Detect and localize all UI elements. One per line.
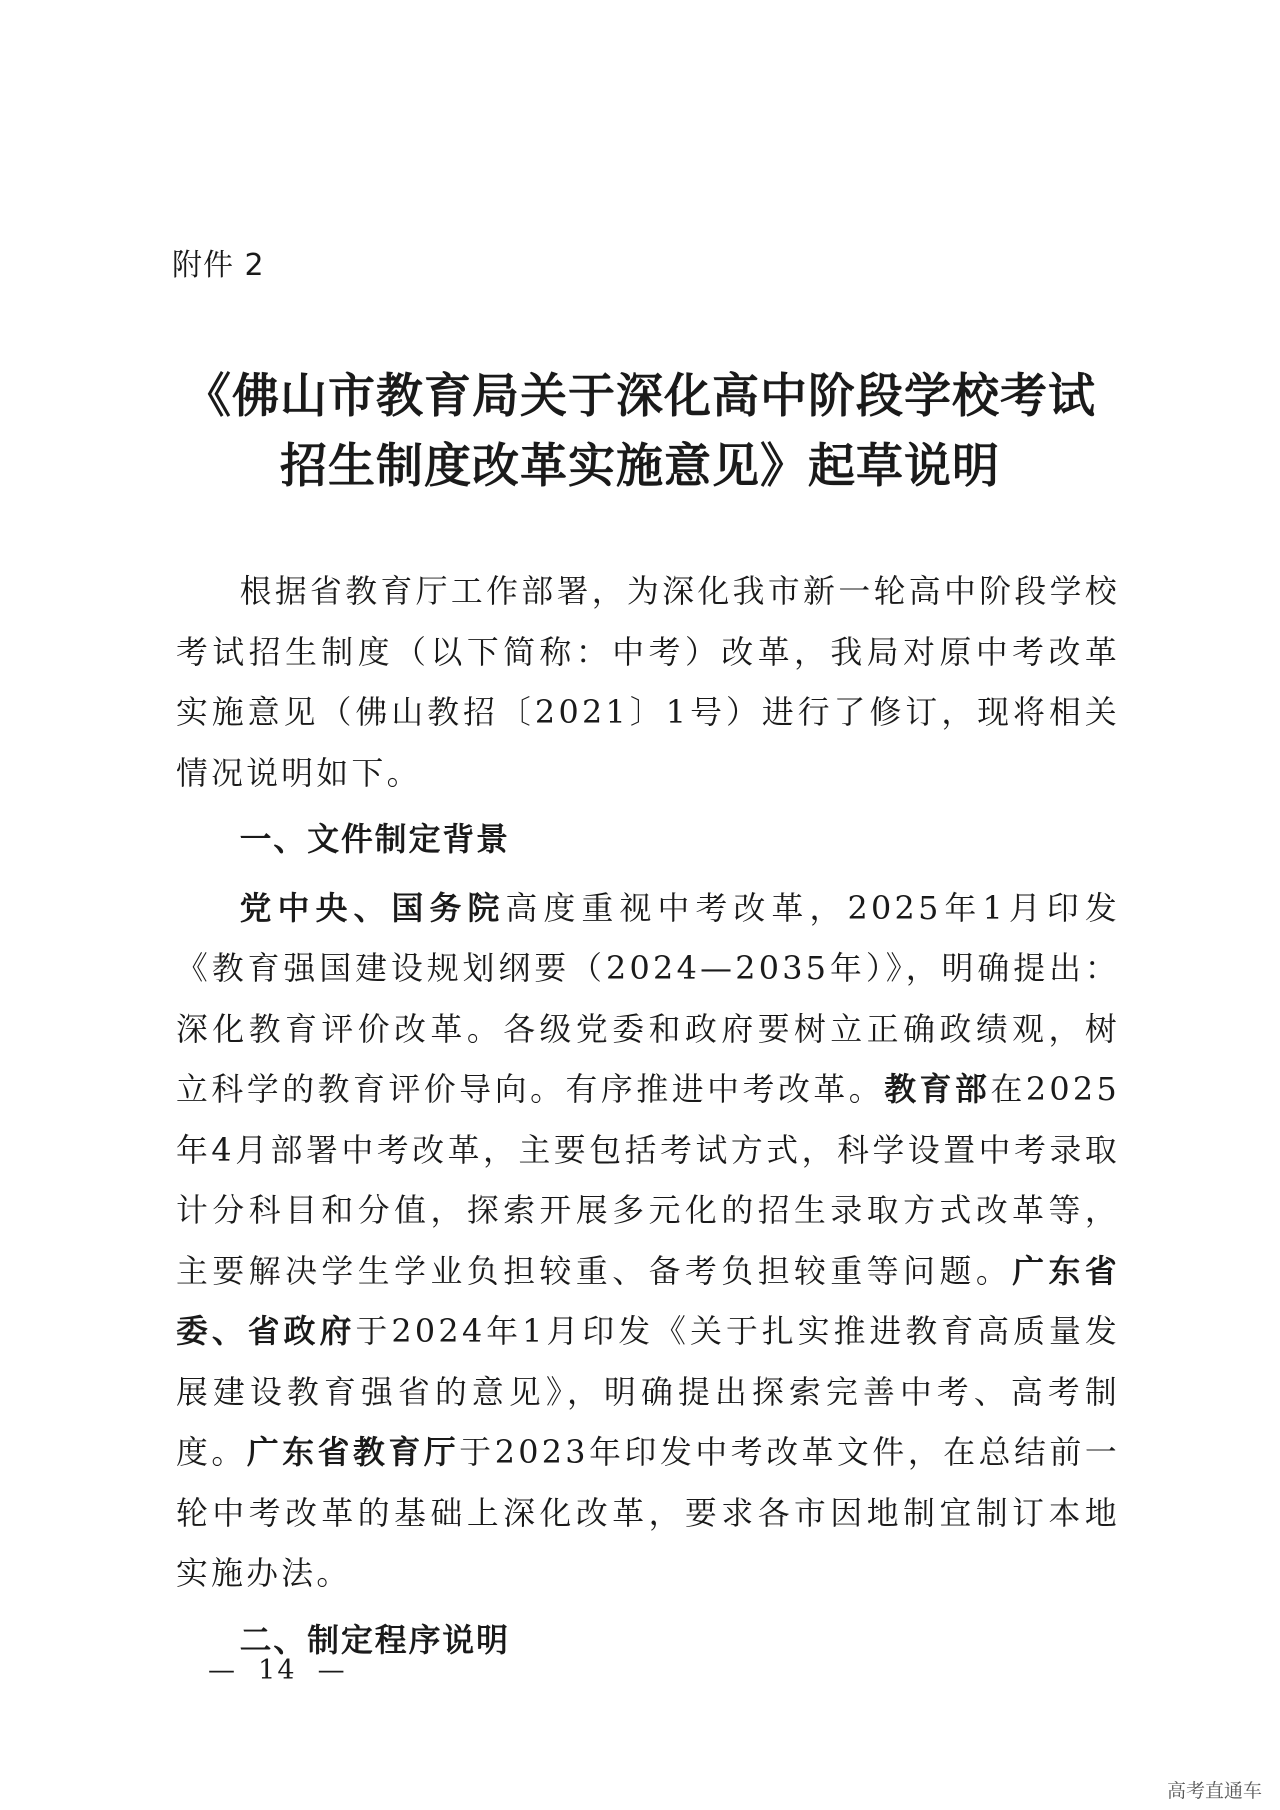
title-line-2: 招生制度改革实施意见》起草说明 — [280, 439, 1000, 494]
section-1-text-1: 高度重视中考改革，2025年1月印发《教育强国建设规划纲要（2024—2035年）》，明确提出：深化教育评价改革。各级党委和政府要树立正确政绩观，树立科学的教育评价导向。有序推进中考改革。 — [176, 889, 1120, 1108]
section-1-text-3: 于2024年1月印发《关于扎实推进教育高质量发展建设教育强省的意见》，明确提出探索完善中考、高考制度。 — [176, 1313, 1120, 1471]
attachment-label: 附件 2 — [172, 248, 265, 283]
section-1-text-4: 于2023年印发中考改革文件，在总结前一轮中考改革的基础上深化改革，要求各市因地制宜制订本地实施办法。 — [176, 1434, 1120, 1592]
document-body — [176, 562, 1120, 1679]
bold-term-provincial-education-department: 广东省教育厅 — [246, 1434, 460, 1471]
bold-term-provincial-committee: 广东省委、省政府 — [176, 1252, 1120, 1350]
document-title — [100, 362, 1180, 502]
intro-paragraph: 根据省教育厅工作部署，为深化我市新一轮高中阶段学校考试招生制度（以下简称：中考）改革，我局对原中考改革实施意见（佛山教招〔2021〕1号）进行了修订，现将相关情况说明如下。 — [176, 573, 1120, 792]
section-1-paragraph — [176, 879, 1120, 1605]
section-1-heading: 一、文件制定背景 — [239, 821, 510, 858]
bold-term-ministry-of-education: 教育部 — [884, 1071, 991, 1108]
bold-term-central-committee: 党中央、国务院 — [239, 889, 506, 927]
section-1-text-2: 在2025年4月部署中考改革，主要包括考试方式，科学设置中考录取计分科目和分值，探索开展多元化的招生录取方式改革等，主要解决学生学业负担较重、备考负担较重等问题。 — [176, 1071, 1120, 1290]
section-2-heading: 二、制定程序说明 — [239, 1621, 510, 1659]
title-line-1: 《佛山市教育局关于深化高中阶段学校考试 — [184, 369, 1096, 424]
watermark: 高考直通车 — [1166, 1780, 1262, 1802]
page-number: — 14 — — [208, 1655, 347, 1686]
